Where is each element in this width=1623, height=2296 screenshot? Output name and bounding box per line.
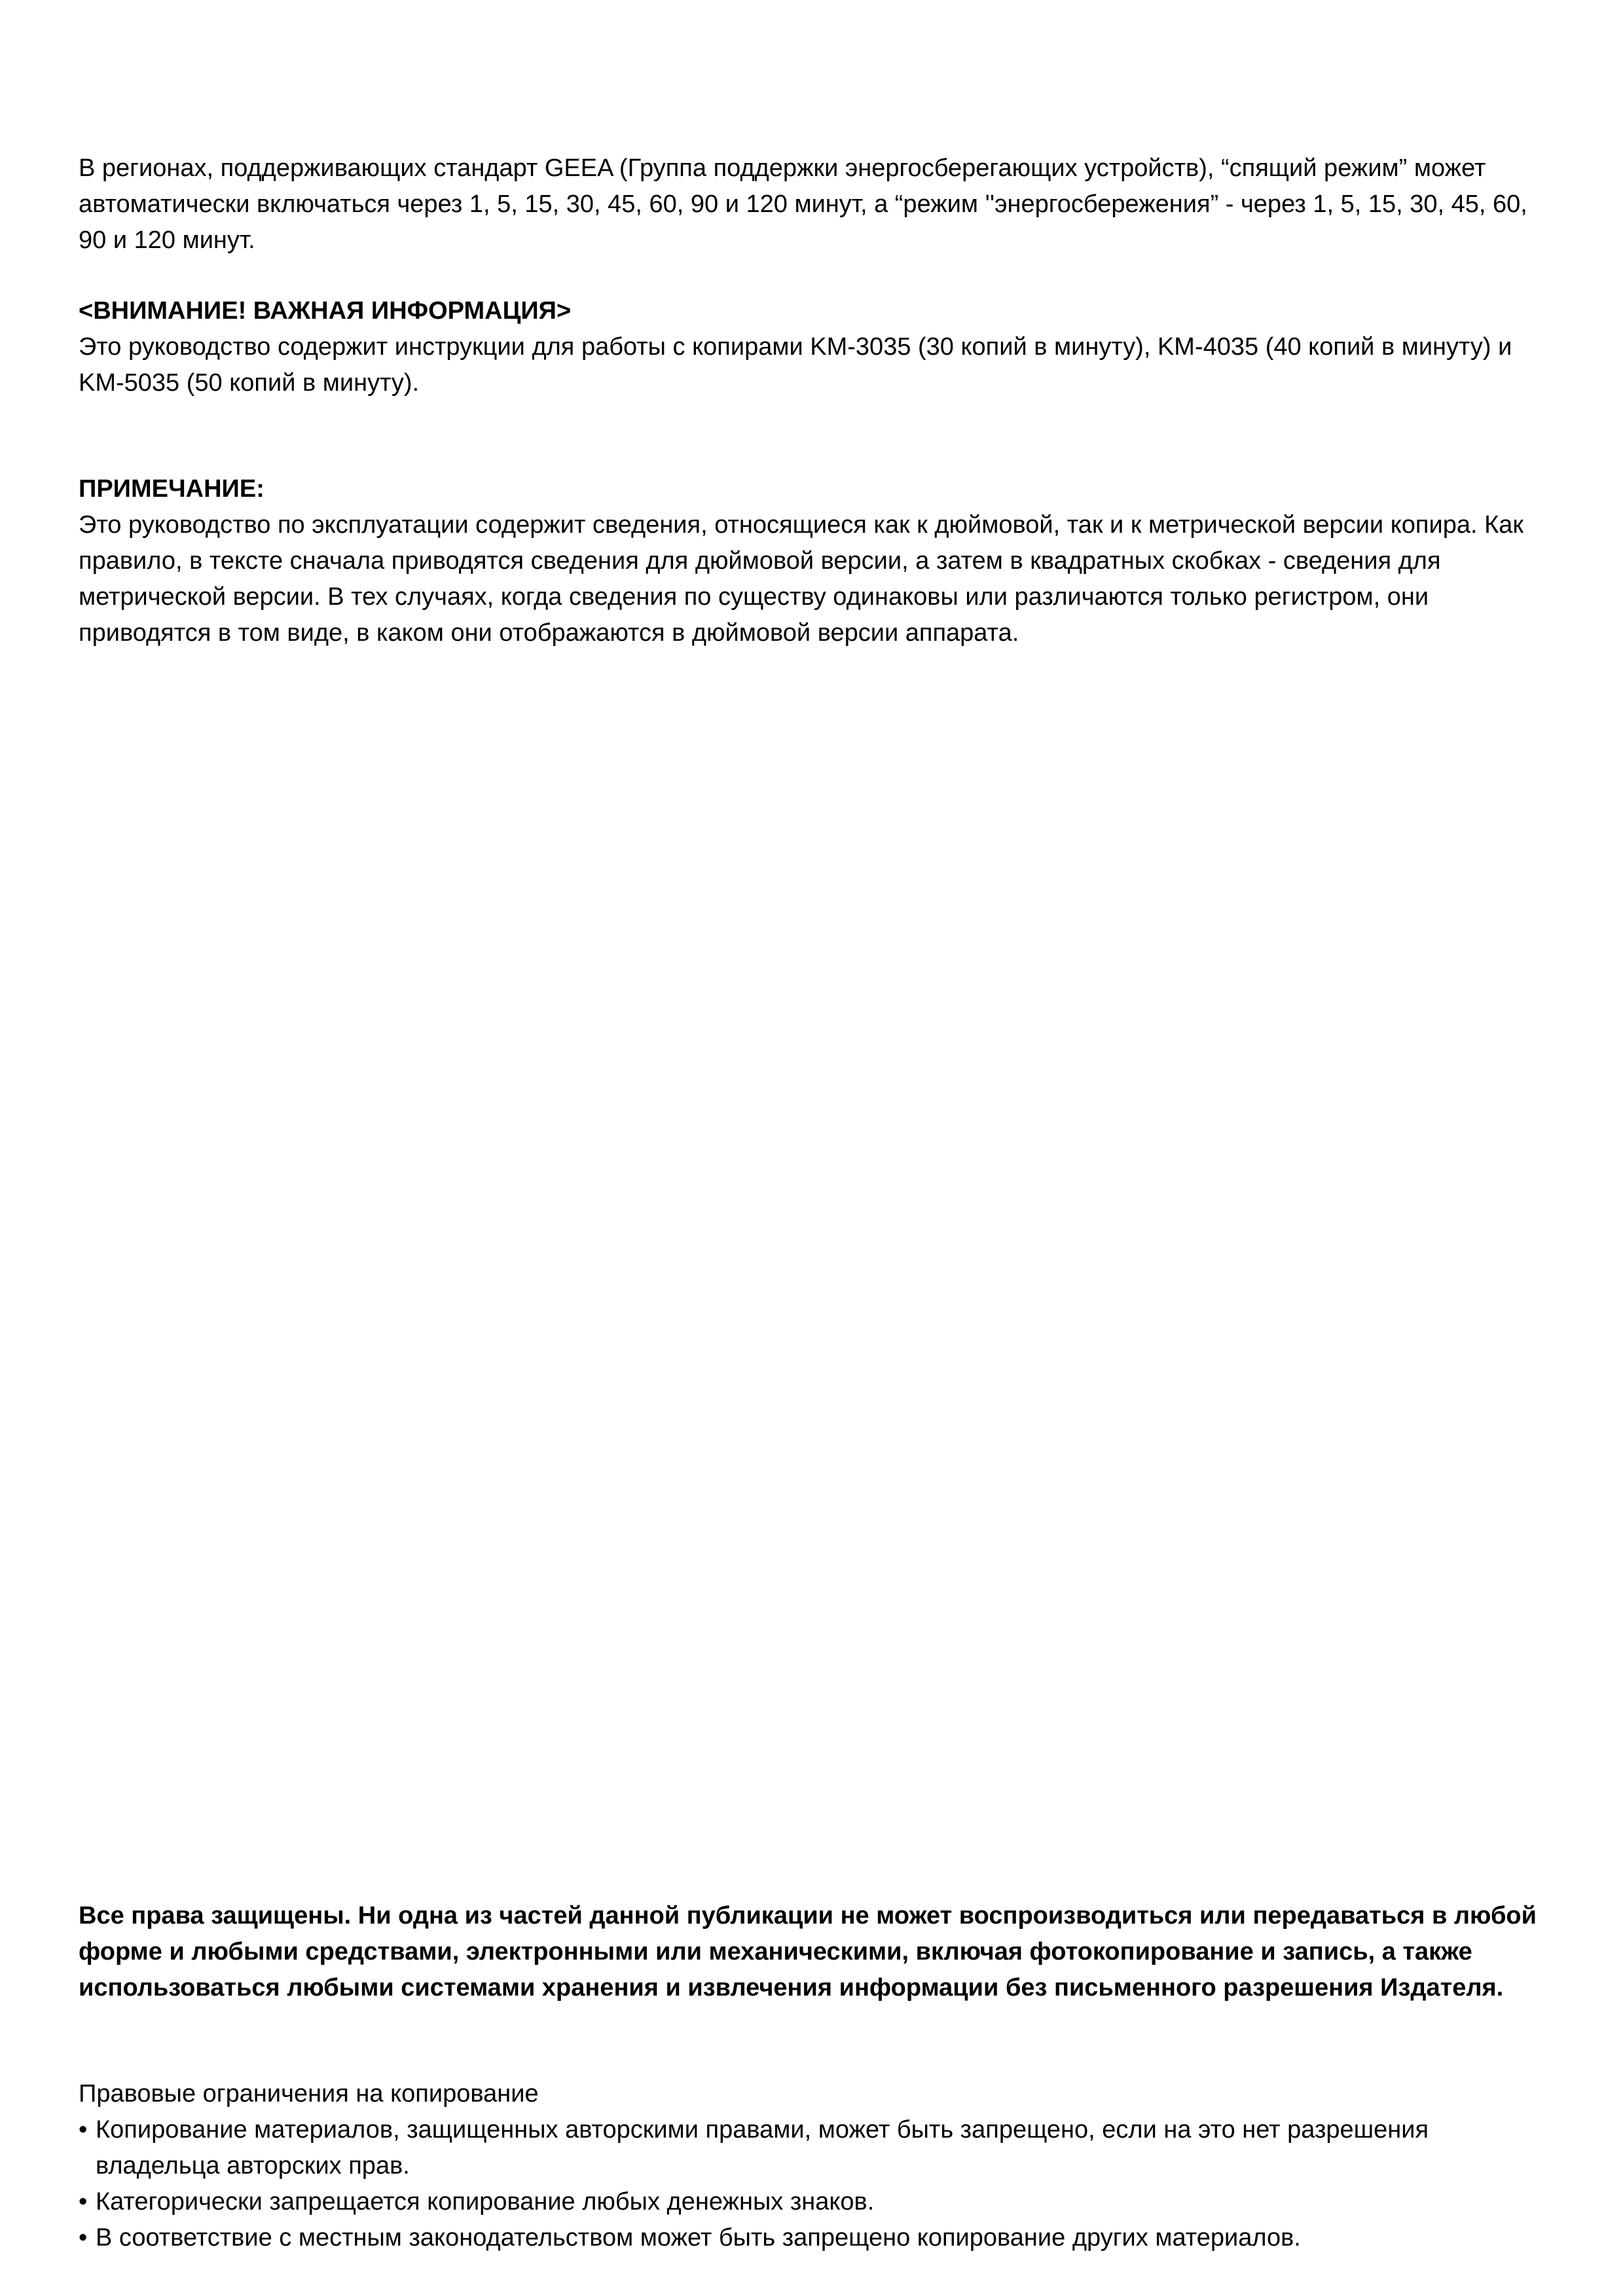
list-item-text: Категорически запрещается копирование любых денежных знаков.: [96, 2188, 875, 2215]
list-item: [79, 2184, 1545, 2220]
copyright-paragraph: Все права защищены. Ни одна из частей данной публикации не может воспроизводиться или передаваться в любой форме и любыми средствами, электронными или механическими, включая фотокопирование и запись, а также использоваться любыми системами хранения и извлечения информации без письменного разрешения Издателя.: [79, 1902, 1537, 2001]
copy-restrictions-list: [79, 2112, 1545, 2256]
bullet-icon: •: [79, 2188, 88, 2215]
note-section: [79, 471, 1545, 651]
list-item: [79, 2112, 1545, 2184]
list-item: [79, 2220, 1545, 2256]
intro-section: [79, 151, 1545, 259]
copyright-section: [79, 1898, 1545, 2006]
intro-paragraph: В регионах, поддерживающих стандарт GEEA (Группа поддержки энергосберегающих устройств), “спящий режим” может автоматически включаться через 1, 5, 15, 30, 45, 60, 90 и 120 минут, а “режим ''энергосбережения” - через 1, 5, 15, 30, 45, 60, 90 и 120 минут.: [79, 154, 1527, 254]
warning-heading: <ВНИМАНИЕ! ВАЖНАЯ ИНФОРМАЦИЯ>: [79, 297, 572, 325]
warning-section: [79, 293, 1545, 401]
bullet-icon: •: [79, 2116, 88, 2144]
warning-paragraph: Это руководство содержит инструкции для работы с копирами KM-3035 (30 копий в минуту), KM-4035 (40 копий в минуту) и KM-5035 (50 копий в минуту).: [79, 333, 1512, 397]
copy-restrictions-section: [79, 2076, 1545, 2256]
bullet-icon: •: [79, 2224, 88, 2251]
list-item-text: В соответствие с местным законодательством может быть запрещено копирование других материалов.: [96, 2224, 1301, 2251]
list-item-text: Копирование материалов, защищенных авторскими правами, может быть запрещено, если на это нет разрешения владельца авторских прав.: [96, 2116, 1429, 2179]
note-heading: ПРИМЕЧАНИЕ:: [79, 475, 264, 503]
note-paragraph: Это руководство по эксплуатации содержит сведения, относящиеся как к дюймовой, так и к метрической версии копира. Как правило, в тексте сначала приводятся сведения для дюймовой версии, а затем в квадратных скобках - сведения для метрической версии. В тех случаях, когда сведения по существу одинаковы или различаются только регистром, они приводятся в том виде, в каком они отображаются в дюймовой версии аппарата.: [79, 511, 1523, 647]
copy-restrictions-title: Правовые ограничения на копирование: [79, 2080, 539, 2108]
